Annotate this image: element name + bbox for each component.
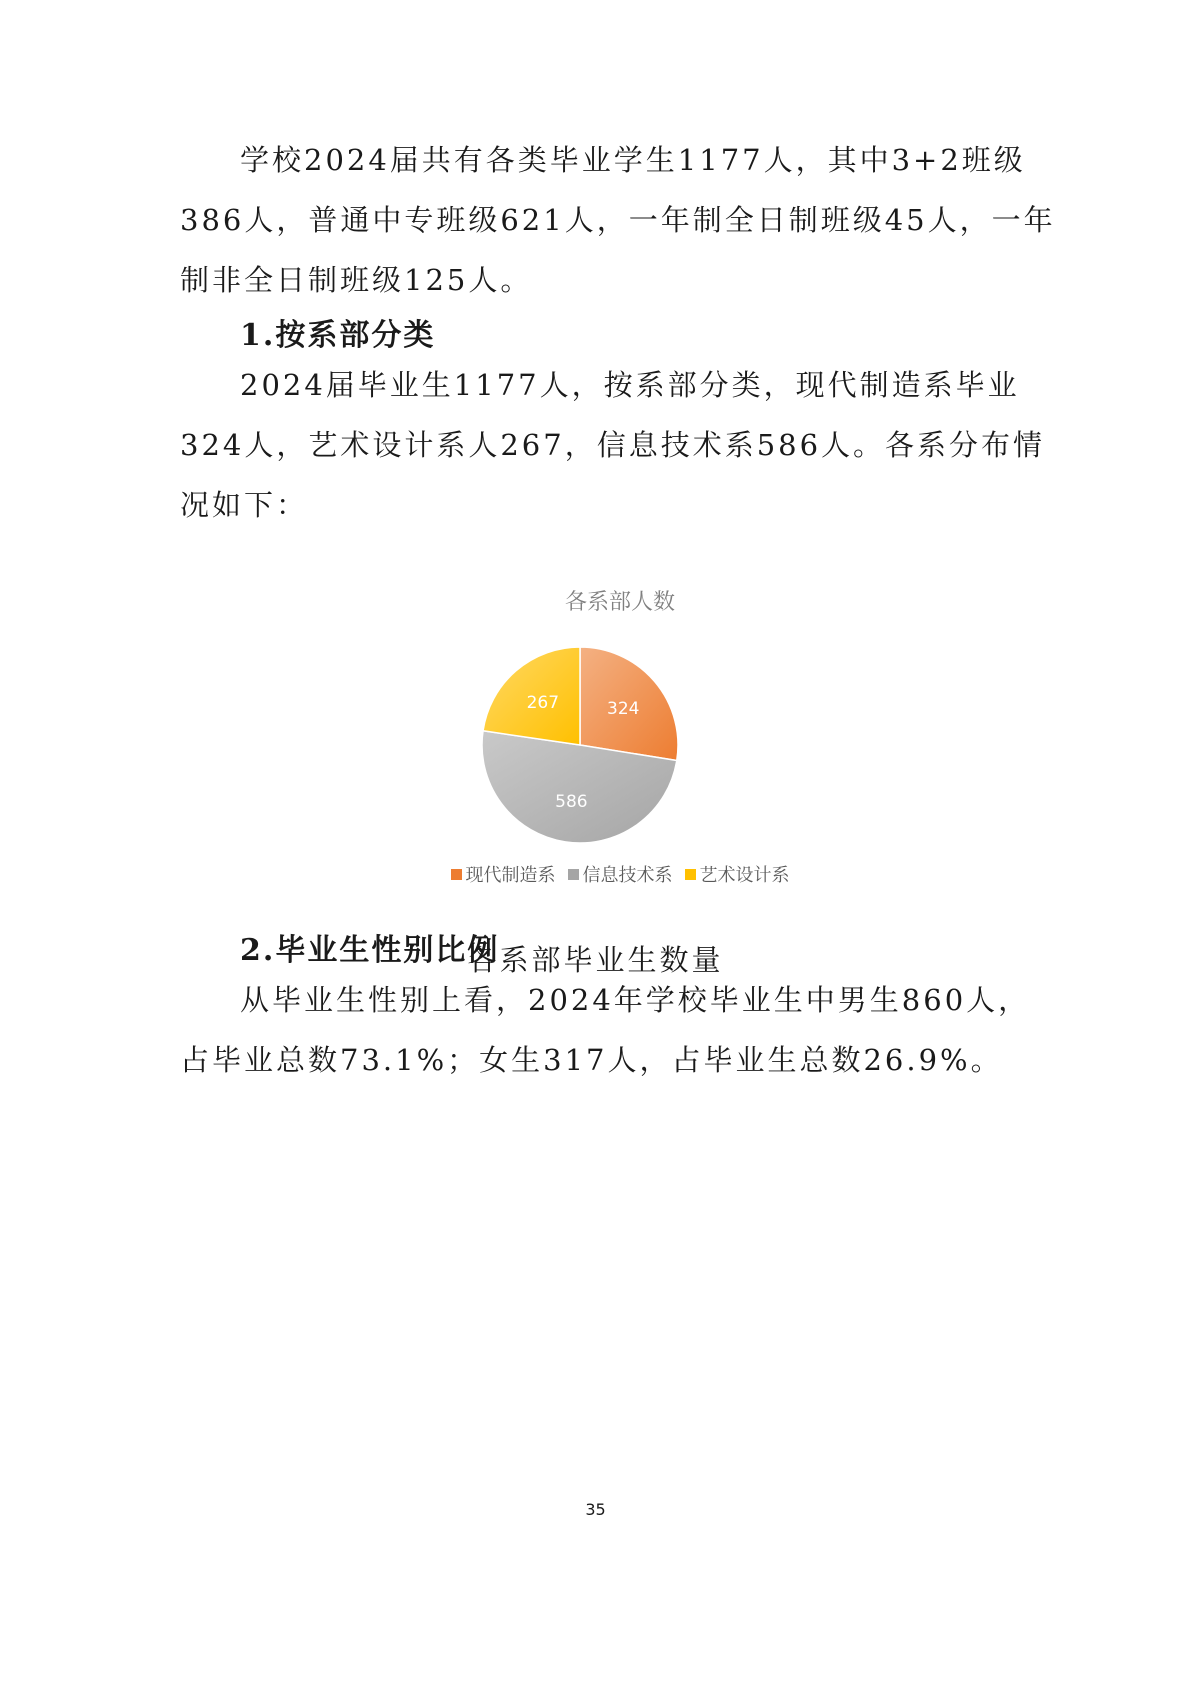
- legend-swatch: [568, 869, 579, 880]
- heading-dept: 1.按系部分类: [240, 318, 436, 353]
- dept-paragraph: 2024届毕业生1177人，按系部分类，现代制造系毕业324人，艺术设计系人267，信息技术系586人。各系分布情况如下：: [180, 368, 1046, 522]
- legend-label: 艺术设计系: [699, 865, 790, 886]
- legend-item: [568, 861, 673, 887]
- pie-data-label: 267: [526, 692, 560, 713]
- chart-title: 各系部人数: [564, 590, 675, 615]
- figure-caption: 各系部毕业生数量: [467, 943, 724, 977]
- chart-legend: [420, 861, 820, 887]
- legend-label: 信息技术系: [582, 865, 673, 886]
- legend-item: [451, 861, 556, 887]
- pie-data-label: 586: [555, 792, 588, 813]
- pie-chart: [420, 585, 820, 905]
- intro-paragraph: 学校2024届共有各类毕业学生1177人，其中3+2班级386人，普通中专班级621人，一年制全日制班级45人，一年制非全日制班级125人。: [180, 143, 1056, 297]
- pie-data-label: 324: [607, 699, 640, 720]
- legend-label: 现代制造系: [465, 865, 556, 886]
- legend-item: [685, 861, 790, 887]
- legend-swatch: [451, 869, 462, 880]
- legend-swatch: [685, 869, 696, 880]
- page-number: 35: [585, 1500, 606, 1519]
- heading-gender: 2.毕业生性别比例: [240, 933, 500, 968]
- gender-paragraph: 从毕业生性别上看，2024年学校毕业生中男生860人，占毕业总数73.1%；女生317人，占毕业生总数26.9%。: [180, 983, 1031, 1077]
- pie-svg: [420, 585, 820, 855]
